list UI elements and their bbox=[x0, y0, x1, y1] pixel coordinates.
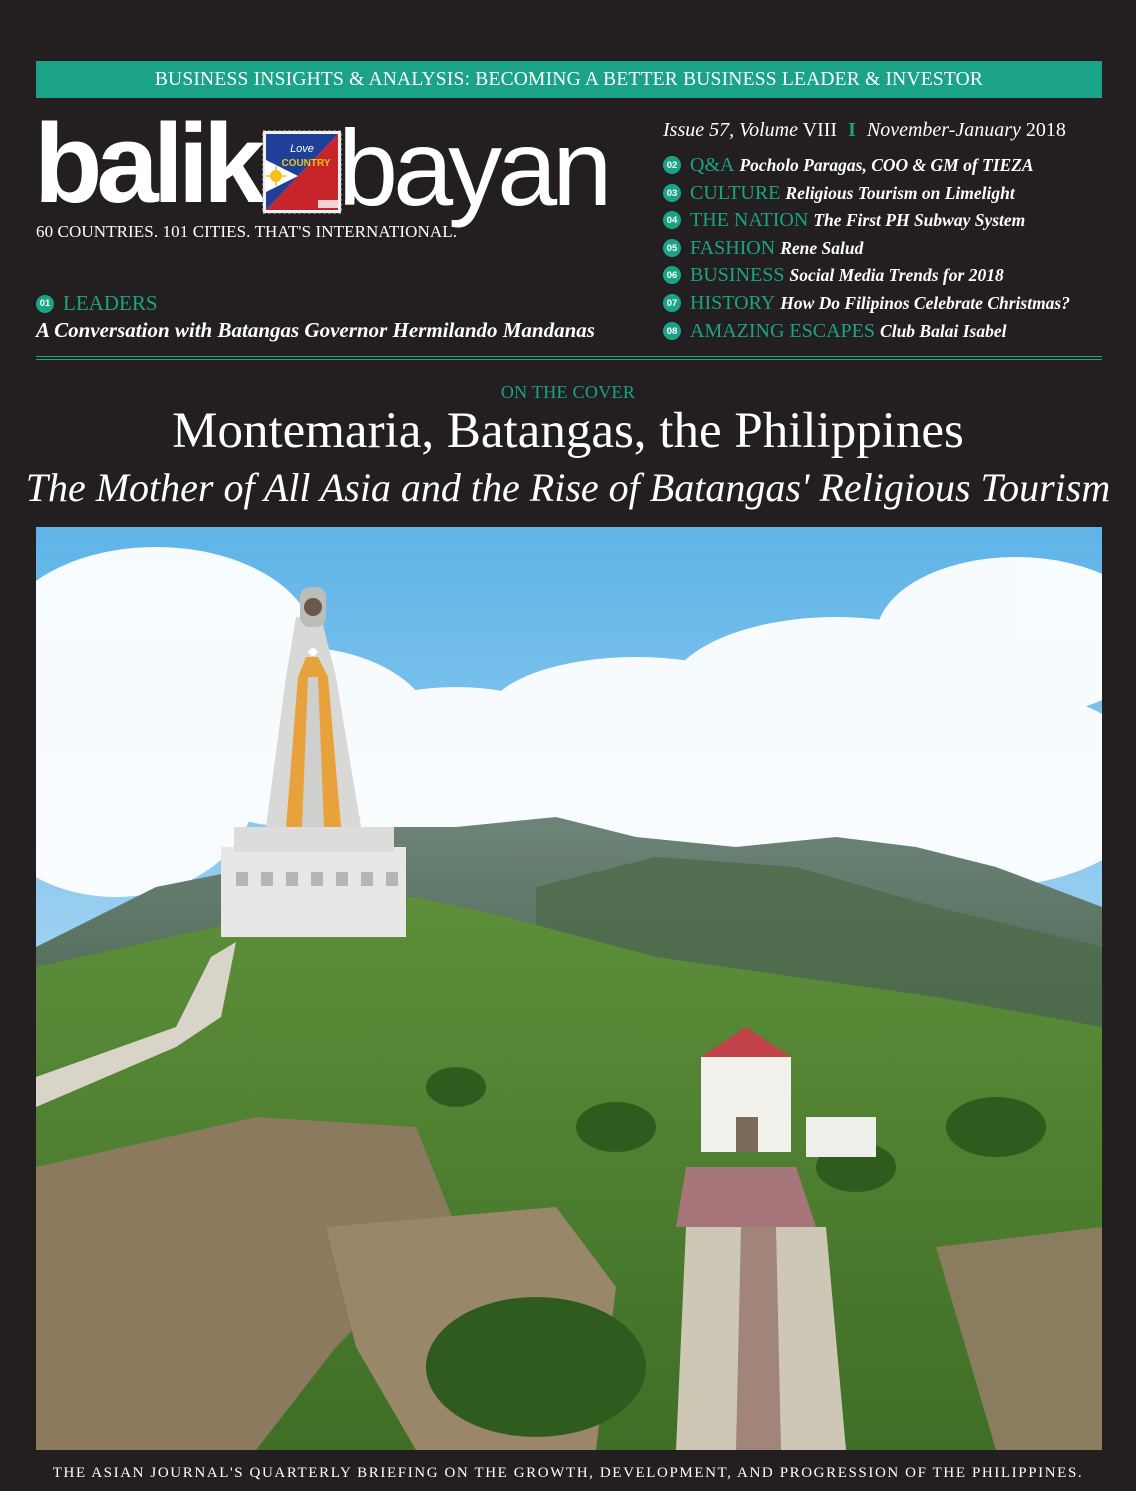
logo-word-balik: balik bbox=[34, 101, 260, 226]
toc-section: LEADERS bbox=[63, 291, 158, 315]
toc-item-amazing-escapes[interactable] bbox=[663, 319, 1006, 343]
volume-label: Volume bbox=[739, 119, 798, 141]
divider-rule bbox=[36, 356, 1102, 360]
toc-number-badge: 05 bbox=[663, 239, 681, 257]
issue-info bbox=[663, 119, 1066, 142]
leaders-description: A Conversation with Batangas Governor Hermilando Mandanas bbox=[36, 318, 595, 342]
cover-title: Montemaria, Batangas, the Philippines bbox=[172, 403, 964, 459]
love-country-stamp-logo bbox=[262, 130, 342, 214]
cover-photo bbox=[36, 527, 1102, 1450]
toc-item-history[interactable] bbox=[663, 291, 1070, 315]
footer-tagline: THE ASIAN JOURNAL'S QUARTERLY BRIEFING ON THE GROWTH, DEVELOPMENT, AND PROGRESSION OF THE PHILIPPINES. bbox=[52, 1465, 1084, 1481]
issue-separator: I bbox=[848, 119, 856, 141]
toc-description: Social Media Trends for 2018 bbox=[789, 264, 1004, 285]
svg-text:COUNTRY: COUNTRY bbox=[281, 158, 331, 169]
cover-subtitle: The Mother of All Asia and the Rise of Batangas' Religious Tourism bbox=[25, 465, 1111, 510]
toc-item-fashion[interactable] bbox=[663, 236, 863, 260]
issue-year: 2018 bbox=[1025, 119, 1066, 141]
toc-description: Pocholo Paragas, COO & GM of TIEZA bbox=[739, 154, 1034, 175]
toc-item-qa[interactable] bbox=[663, 153, 1034, 177]
toc-number-badge: 06 bbox=[663, 266, 681, 284]
toc-item-business[interactable] bbox=[663, 263, 1004, 287]
cover-label: ON THE COVER bbox=[500, 382, 636, 402]
toc-description: How Do Filipinos Celebrate Christmas? bbox=[780, 292, 1070, 313]
toc-number-badge: 07 bbox=[663, 294, 681, 312]
svg-text:Love: Love bbox=[290, 143, 314, 155]
toc-description: Religious Tourism on Limelight bbox=[785, 182, 1015, 203]
toc-number-badge: 01 bbox=[36, 295, 54, 313]
toc-section: Q&A bbox=[690, 153, 735, 176]
toc-description: Rene Salud bbox=[780, 237, 864, 258]
toc-section: CULTURE bbox=[690, 181, 781, 204]
logo-word-bayan: bayan bbox=[338, 107, 608, 228]
toc-section: FASHION bbox=[690, 236, 776, 259]
toc-item-culture[interactable] bbox=[663, 181, 1015, 205]
toc-description: Club Balai Isabel bbox=[880, 320, 1007, 341]
toc-number-badge: 08 bbox=[663, 322, 681, 340]
issue-label: Issue 57, bbox=[663, 119, 735, 141]
logo-tagline: 60 COUNTRIES. 101 CITIES. THAT'S INTERNATIONAL. bbox=[36, 222, 458, 241]
volume-number: VIII bbox=[802, 119, 838, 141]
toc-number-badge: 02 bbox=[663, 156, 681, 174]
toc-section: THE NATION bbox=[690, 208, 809, 231]
toc-item-leaders[interactable] bbox=[36, 291, 163, 316]
toc-section: AMAZING ESCAPES bbox=[690, 319, 876, 342]
toc-number-badge: 03 bbox=[663, 184, 681, 202]
top-banner: BUSINESS INSIGHTS & ANALYSIS: BECOMING A BETTER BUSINESS LEADER & INVESTOR bbox=[36, 61, 1102, 98]
toc-item-the-nation[interactable] bbox=[663, 208, 1025, 232]
toc-description: The First PH Subway System bbox=[813, 209, 1026, 230]
issue-period: November-January bbox=[866, 119, 1021, 141]
toc-section: BUSINESS bbox=[690, 263, 785, 286]
toc-number-badge: 04 bbox=[663, 211, 681, 229]
toc-section: HISTORY bbox=[690, 291, 776, 314]
